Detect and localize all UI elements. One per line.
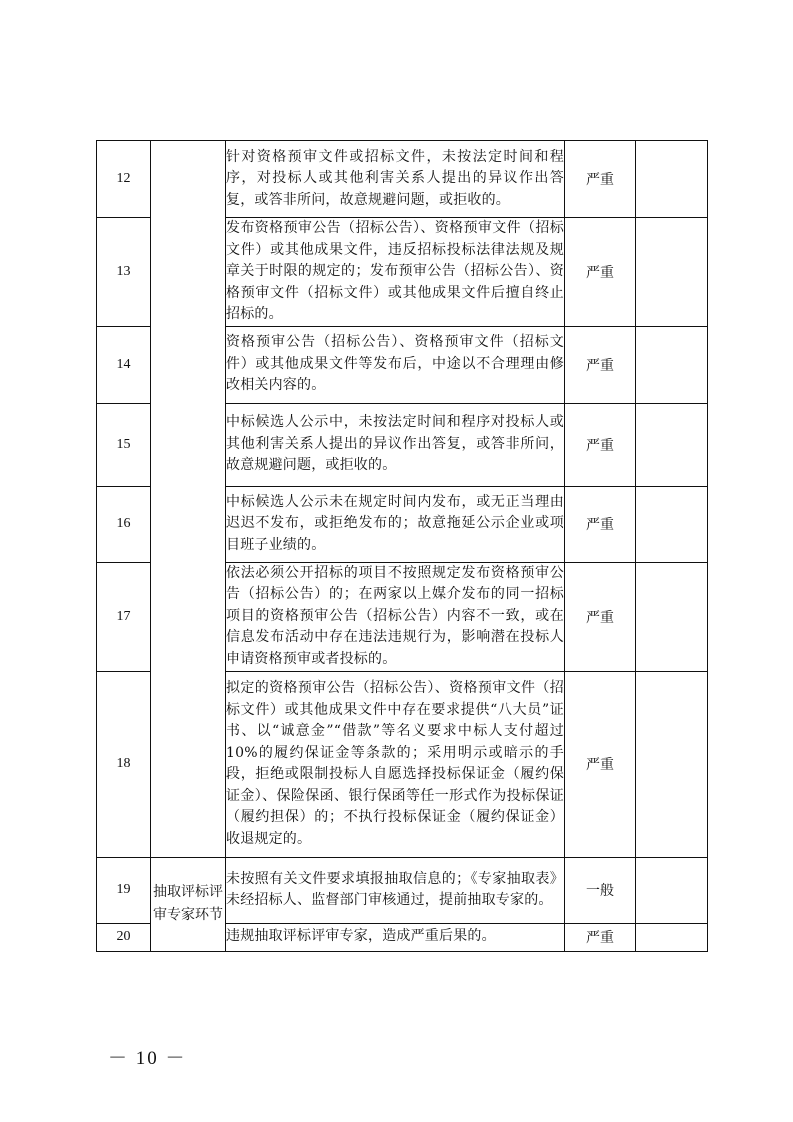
violation-table [96, 140, 708, 952]
row-number: 18 [97, 671, 151, 857]
severity-level: 严重 [565, 141, 636, 218]
table-row [97, 141, 708, 218]
row-description: 发布资格预审公告（招标公告）、资格预审文件（招标文件）或其他成果文件，违反招标投标法律法规及规章关于时限的规定的；发布预审公告（招标公告）、资格预审文件（招标文件）或其他成果文件后擅自终止招标的。 [226, 218, 565, 327]
blank-cell [636, 141, 708, 218]
row-number: 15 [97, 403, 151, 486]
row-number: 14 [97, 326, 151, 403]
severity-level: 严重 [565, 326, 636, 403]
row-description: 未按照有关文件要求填报抽取信息的；《专家抽取表》未经招标人、监督部门审核通过，提前抽取专家的。 [226, 857, 565, 923]
row-number: 20 [97, 923, 151, 951]
blank-cell [636, 671, 708, 857]
blank-cell [636, 923, 708, 951]
severity-level: 严重 [565, 923, 636, 951]
row-number: 16 [97, 486, 151, 562]
severity-level: 严重 [565, 562, 636, 671]
row-description: 中标候选人公示未在规定时间内发布，或无正当理由迟迟不发布，或拒绝发布的；故意拖延公示企业或项目班子业绩的。 [226, 486, 565, 562]
row-description: 违规抽取评标评审专家，造成严重后果的。 [226, 923, 565, 951]
blank-cell [636, 403, 708, 486]
row-number: 17 [97, 562, 151, 671]
row-description: 针对资格预审文件或招标文件，未按法定时间和程序，对投标人或其他利害关系人提出的异议作出答复，或答非所问，故意规避问题，或拒收的。 [226, 141, 565, 218]
row-number: 12 [97, 141, 151, 218]
blank-cell [636, 562, 708, 671]
table-row [97, 857, 708, 923]
blank-cell [636, 218, 708, 327]
severity-level: 严重 [565, 486, 636, 562]
severity-level: 严重 [565, 671, 636, 857]
row-description: 中标候选人公示中，未按法定时间和程序对投标人或其他利害关系人提出的异议作出答复，或答非所问，故意规避问题，或拒收的。 [226, 403, 565, 486]
row-description: 资格预审公告（招标公告）、资格预审文件（招标文件）或其他成果文件等发布后，中途以不合理理由修改相关内容的。 [226, 326, 565, 403]
page-number: － 10 － [108, 1048, 187, 1069]
severity-level: 一般 [565, 857, 636, 923]
severity-level: 严重 [565, 218, 636, 327]
blank-cell [636, 326, 708, 403]
row-description: 拟定的资格预审公告（招标公告）、资格预审文件（招标文件）或其他成果文件中存在要求提供“八大员”证书、以“诚意金”“借款”等名义要求中标人支付超过10%的履约保证金等条款的；采用明示或暗示的手段，拒绝或限制投标人自愿选择投标保证金（履约保证金）、保险保函、银行保函等任一形式作为投标保证（履约担保）的；不执行投标保证金（履约保证金）收退规定的。 [226, 671, 565, 857]
row-number: 19 [97, 857, 151, 923]
category-cell: 抽取评标评审专家环节 [151, 857, 226, 951]
severity-level: 严重 [565, 403, 636, 486]
category-cell [151, 141, 226, 858]
row-number: 13 [97, 218, 151, 327]
blank-cell [636, 486, 708, 562]
blank-cell [636, 857, 708, 923]
row-description: 依法必须公开招标的项目不按照规定发布资格预审公告（招标公告）的；在两家以上媒介发布的同一招标项目的资格预审公告（招标公告）内容不一致，或在信息发布活动中存在违法违规行为，影响潜在投标人申请资格预审或者投标的。 [226, 562, 565, 671]
